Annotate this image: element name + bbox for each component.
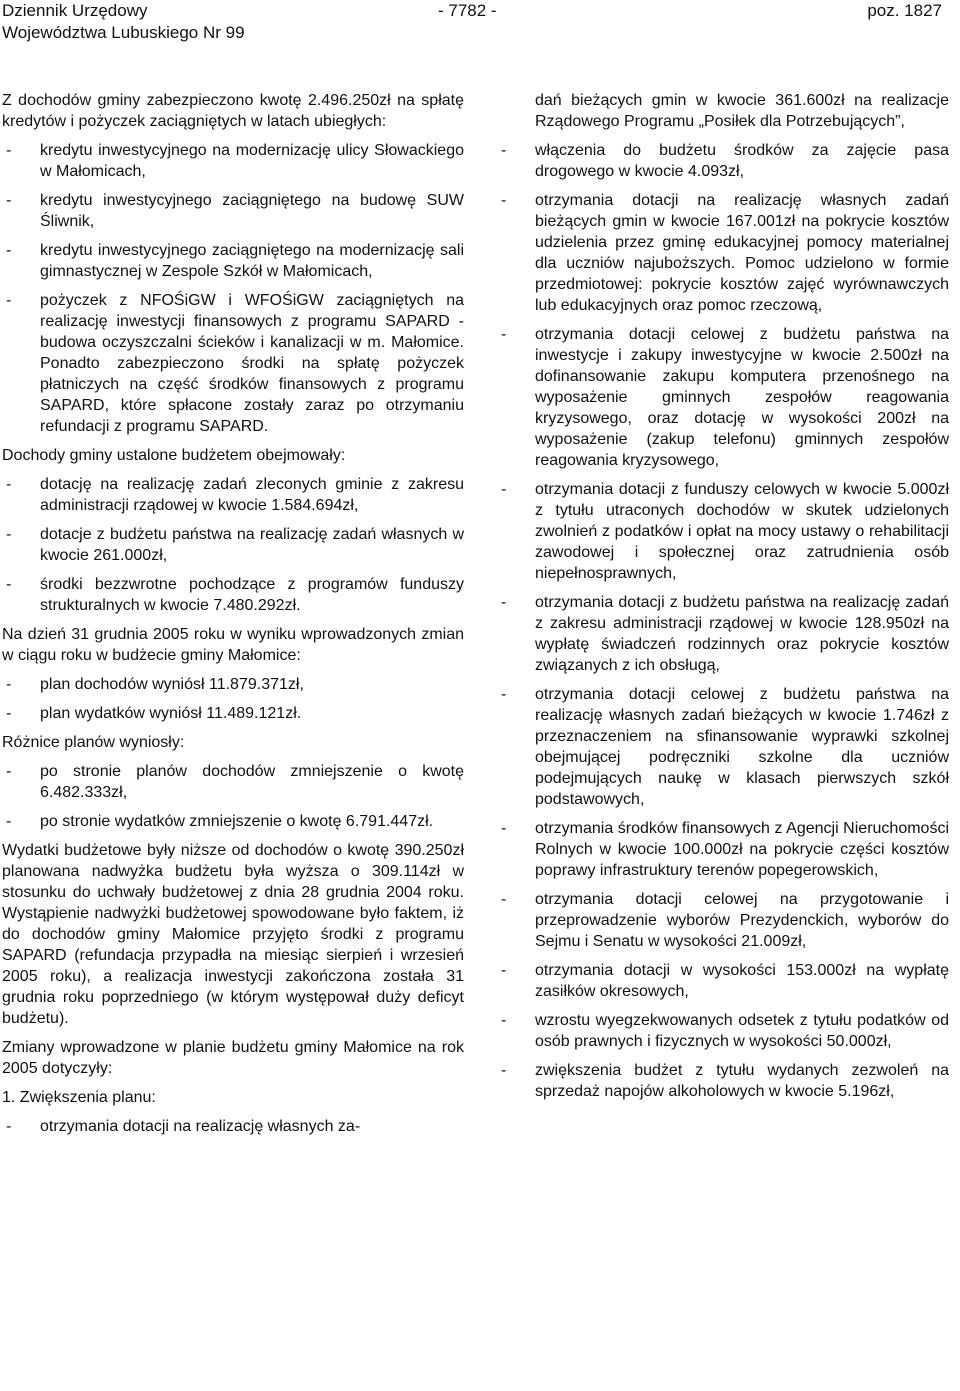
list-item-text: otrzymania dotacji na realizację własnych zadań bieżących gmin w kwocie 167.001zł na pokrycie kosztów udzielenia przez gminę edukacyjnej pomocy materialnej dla uczniów najuboższych. Pomoc udzielono w formie przedmiotowej: pokrycie kosztów zajęć wyrównawczych lub edukacyjnych oraz pomoc rzeczową, [535, 192, 949, 314]
left-column [2, 90, 464, 1137]
list-item-text: dotacje z budżetu państwa na realizację zadań własnych w kwocie 261.000zł, [40, 526, 464, 564]
section-heading: 1. Zwiększenia planu: [2, 1089, 156, 1106]
list-item: - po stronie wydatków zmniejszenie o kwotę 6.791.447zł. [6, 813, 434, 830]
list-item-text: otrzymania dotacji w wysokości 153.000zł na wypłatę zasiłków okresowych, [535, 962, 949, 1000]
list-item: - otrzymania dotacji celowej z budżetu państwa na inwestycje i zakupy inwestycyjne w kwocie 2.500zł na dofinansowanie zakupu komputera przenośnego na wyposażenie gminnych zespołów reagowania kryzysowego, oraz dotację w wysokości 200zł na wyposażenie (zakup telefonu) gminnych zespołów reagowania kryzysowego, [501, 326, 949, 469]
summary-paragraph: Wydatki budżetowe były niższe od dochodów o kwotę 390.250zł planowana nadwyżka budżetu była wyższa o 309.114zł w stosunku do uchwały budżetowej z dnia 28 grudnia 2004 roku. Wystąpienie nadwyżki budżetowej spowodowane było faktem, iż do dochodów gminy Małomice przyjęto środki z programu SAPARD (refundacja przypadła na miesiąc sierpień i wrzesień 2005 roku), a realizacja inwestycji zakończona została 31 grudnia roku poprzedniego (w którym występował duży deficyt budżetu). [2, 842, 464, 1027]
changes-intro: Zmiany wprowadzone w planie budżetu gminy Małomice na rok 2005 dotyczyły: [2, 1039, 464, 1077]
list-item-text: dań bieżących gmin w kwocie 361.600zł na realizacje Rządowego Programu „Posiłek dla Potrzebujących”, [535, 92, 949, 130]
list-item: - otrzymania dotacji na realizację własnych zadań bieżących gmin w kwocie 167.001zł na pokrycie kosztów udzielenia przez gminę edukacyjnej pomocy materialnej dla uczniów najuboższych. Pomoc udzielono w formie przedmiotowej: pokrycie kosztów zajęć wyrównawczych lub edukacyjnych oraz pomoc rzeczową, [501, 192, 949, 314]
plan-intro: Na dzień 31 grudnia 2005 roku w wyniku wprowadzonych zmian w ciągu roku w budżecie gminy Małomice: [2, 626, 464, 664]
journal-title: Dziennik Urzędowy [2, 1, 148, 20]
list-item: - włączenia do budżetu środków za zajęcie pasa drogowego w kwocie 4.093zł, [501, 142, 949, 180]
list-item-text: otrzymania dotacji celowej na przygotowanie i przeprowadzenie wyborów Prezydenckich, wyborów do Sejmu i Senatu w wysokości 21.009zł, [535, 891, 949, 950]
list-item-text: kredytu inwestycyjnego zaciągniętego na budowę SUW Śliwnik, [40, 192, 464, 230]
page-header [0, 0, 960, 48]
list-item: - dotacje z budżetu państwa na realizację zadań własnych w kwocie 261.000zł, [6, 526, 464, 564]
list-item: - otrzymania dotacji celowej na przygotowanie i przeprowadzenie wyborów Prezydenckich, wyborów do Sejmu i Senatu w wysokości 21.009zł, [501, 891, 949, 950]
list-item-text: dotację na realizację zadań zleconych gminie z zakresu administracji rządowej w kwocie 1.584.694zł, [40, 476, 464, 514]
list-item-text: plan wydatków wyniósł 11.489.121zł. [40, 705, 302, 722]
list-item: - dotację na realizację zadań zleconych gminie z zakresu administracji rządowej w kwocie 1.584.694zł, [6, 476, 464, 514]
position-number: poz. 1827 [867, 1, 942, 20]
list-item: - kredytu inwestycyjnego zaciągniętego na modernizację sali gimnastycznej w Zespole Szkół w Małomicach, [6, 242, 464, 280]
income-intro: Dochody gminy ustalone budżetem obejmowały: [2, 447, 346, 464]
list-item: - otrzymania dotacji na realizację własnych za- [6, 1118, 361, 1135]
list-item-text: wzrostu wyegzekwowanych odsetek z tytułu podatków od osób prawnych i fizycznych w wysokości 50.000zł, [535, 1012, 949, 1050]
list-item: - otrzymania środków finansowych z Agencji Nieruchomości Rolnych w kwocie 100.000zł na pokrycie części kosztów poprawy infrastruktury terenów popegerowskich, [501, 820, 949, 879]
list-item: - otrzymania dotacji z budżetu państwa na realizację zadań z zakresu administracji rządowej w kwocie 128.950zł na wypłatę świadczeń rodzinnych oraz pokrycie kosztów związanych z ich obsługą, [501, 594, 949, 674]
list-item-text: włączenia do budżetu środków za zajęcie pasa drogowego w kwocie 4.093zł, [535, 142, 949, 180]
list-item: - wzrostu wyegzekwowanych odsetek z tytułu podatków od osób prawnych i fizycznych w wysokości 50.000zł, [501, 1012, 949, 1050]
journal-subtitle: Województwa Lubuskiego Nr 99 [2, 23, 245, 42]
list-item-text: otrzymania dotacji celowej z budżetu państwa na realizację własnych zadań bieżących w kwocie 1.746zł z przeznaczeniem na sfinansowanie wyprawki szkolnej obejmującej podręczniki szkolne dla uczniów podejmujących naukę w klasach pierwszych szkół podstawowych, [535, 686, 949, 808]
list-item-text: po stronie planów dochodów zmniejszenie o kwotę 6.482.333zł, [40, 763, 464, 801]
list-item: - otrzymania dotacji celowej z budżetu państwa na realizację własnych zadań bieżących w kwocie 1.746zł z przeznaczeniem na sfinansowanie wyprawki szkolnej obejmującej podręczniki szkolne dla uczniów podejmujących naukę w klasach pierwszych szkół podstawowych, [501, 686, 949, 808]
list-item-text: pożyczek z NFOŚiGW i WFOŚiGW zaciągniętych na realizację inwestycji finansowych z programu SAPARD - budowa oczyszczalni ścieków i kanalizacji w m. Małomice. Ponadto zabezpieczono środki na spłatę pożyczek płatniczych na część środków finansowych z programu SAPARD, które spłacone zostały zaraz po otrzymaniu refundacji z programu SAPARD. [40, 292, 464, 435]
list-item: - kredytu inwestycyjnego zaciągniętego na budowę SUW Śliwnik, [6, 192, 464, 230]
list-item-text: po stronie wydatków zmniejszenie o kwotę 6.791.447zł. [40, 813, 434, 830]
list-item: - plan wydatków wyniósł 11.489.121zł. [6, 705, 302, 722]
loans-intro: Z dochodów gminy zabezpieczono kwotę 2.496.250zł na spłatę kredytów i pożyczek zaciągniętych w latach ubiegłych: [2, 92, 464, 130]
list-item-text: otrzymania dotacji na realizację własnych za- [40, 1118, 361, 1135]
list-item: - środki bezzwrotne pochodzące z programów funduszy strukturalnych w kwocie 7.480.292zł. [6, 576, 464, 614]
list-item: - otrzymania dotacji z funduszy celowych w kwocie 5.000zł z tytułu utraconych dochodów w skutek udzielonych zwolnień z podatków i opłat na mocy ustawy o rehabilitacji zawodowej i społecznej oraz zatrudnienia osób niepełnosprawnych, [501, 481, 949, 582]
list-item: - kredytu inwestycyjnego na modernizację ulicy Słowackiego w Małomicach, [6, 142, 464, 180]
list-item-text: otrzymania dotacji z funduszy celowych w kwocie 5.000zł z tytułu utraconych dochodów w skutek udzielonych zwolnień z podatków i opłat na mocy ustawy o rehabilitacji zawodowej i społecznej oraz zatrudnienia osób niepełnosprawnych, [535, 481, 949, 582]
list-item-text: otrzymania dotacji z budżetu państwa na realizację zadań z zakresu administracji rządowej w kwocie 128.950zł na wypłatę świadczeń rodzinnych oraz pokrycie kosztów związanych z ich obsługą, [535, 594, 949, 674]
right-column [497, 90, 949, 1102]
list-item-text: środki bezzwrotne pochodzące z programów funduszy strukturalnych w kwocie 7.480.292zł. [40, 576, 464, 614]
diff-intro: Różnice planów wyniosły: [2, 734, 185, 751]
list-item-text: kredytu inwestycyjnego zaciągniętego na modernizację sali gimnastycznej w Zespole Szkół w Małomicach, [40, 242, 464, 280]
list-item-text: zwiększenia budżet z tytułu wydanych zezwoleń na sprzedaż napojów alkoholowych w kwocie 5.196zł, [535, 1062, 949, 1100]
list-item: - plan dochodów wyniósł 11.879.371zł, [6, 676, 304, 693]
list-item: - otrzymania dotacji w wysokości 153.000zł na wypłatę zasiłków okresowych, [501, 962, 949, 1000]
list-item-text: otrzymania dotacji celowej z budżetu państwa na inwestycje i zakupy inwestycyjne w kwocie 2.500zł na dofinansowanie zakupu komputera przenośnego na wyposażenie gminnych zespołów reagowania kryzysowego, oraz dotację w wysokości 200zł na wyposażenie (zakup telefonu) gminnych zespołów reagowania kryzysowego, [535, 326, 949, 469]
list-item: - zwiększenia budżet z tytułu wydanych zezwoleń na sprzedaż napojów alkoholowych w kwocie 5.196zł, [501, 1062, 949, 1100]
list-item: - po stronie planów dochodów zmniejszenie o kwotę 6.482.333zł, [6, 763, 464, 801]
page-number: - 7782 - [438, 1, 497, 20]
list-item-text: plan dochodów wyniósł 11.879.371zł, [40, 676, 304, 693]
list-item-text: kredytu inwestycyjnego na modernizację ulicy Słowackiego w Małomicach, [40, 142, 464, 180]
list-item: - pożyczek z NFOŚiGW i WFOŚiGW zaciągniętych na realizację inwestycji finansowych z programu SAPARD - budowa oczyszczalni ścieków i kanalizacji w m. Małomice. Ponadto zabezpieczono środki na spłatę pożyczek płatniczych na część środków finansowych z programu SAPARD, które spłacone zostały zaraz po otrzymaniu refundacji z programu SAPARD. [6, 292, 464, 435]
list-item-text: otrzymania środków finansowych z Agencji Nieruchomości Rolnych w kwocie 100.000zł na pokrycie części kosztów poprawy infrastruktury terenów popegerowskich, [535, 820, 949, 879]
list-item-continuation [497, 90, 949, 132]
